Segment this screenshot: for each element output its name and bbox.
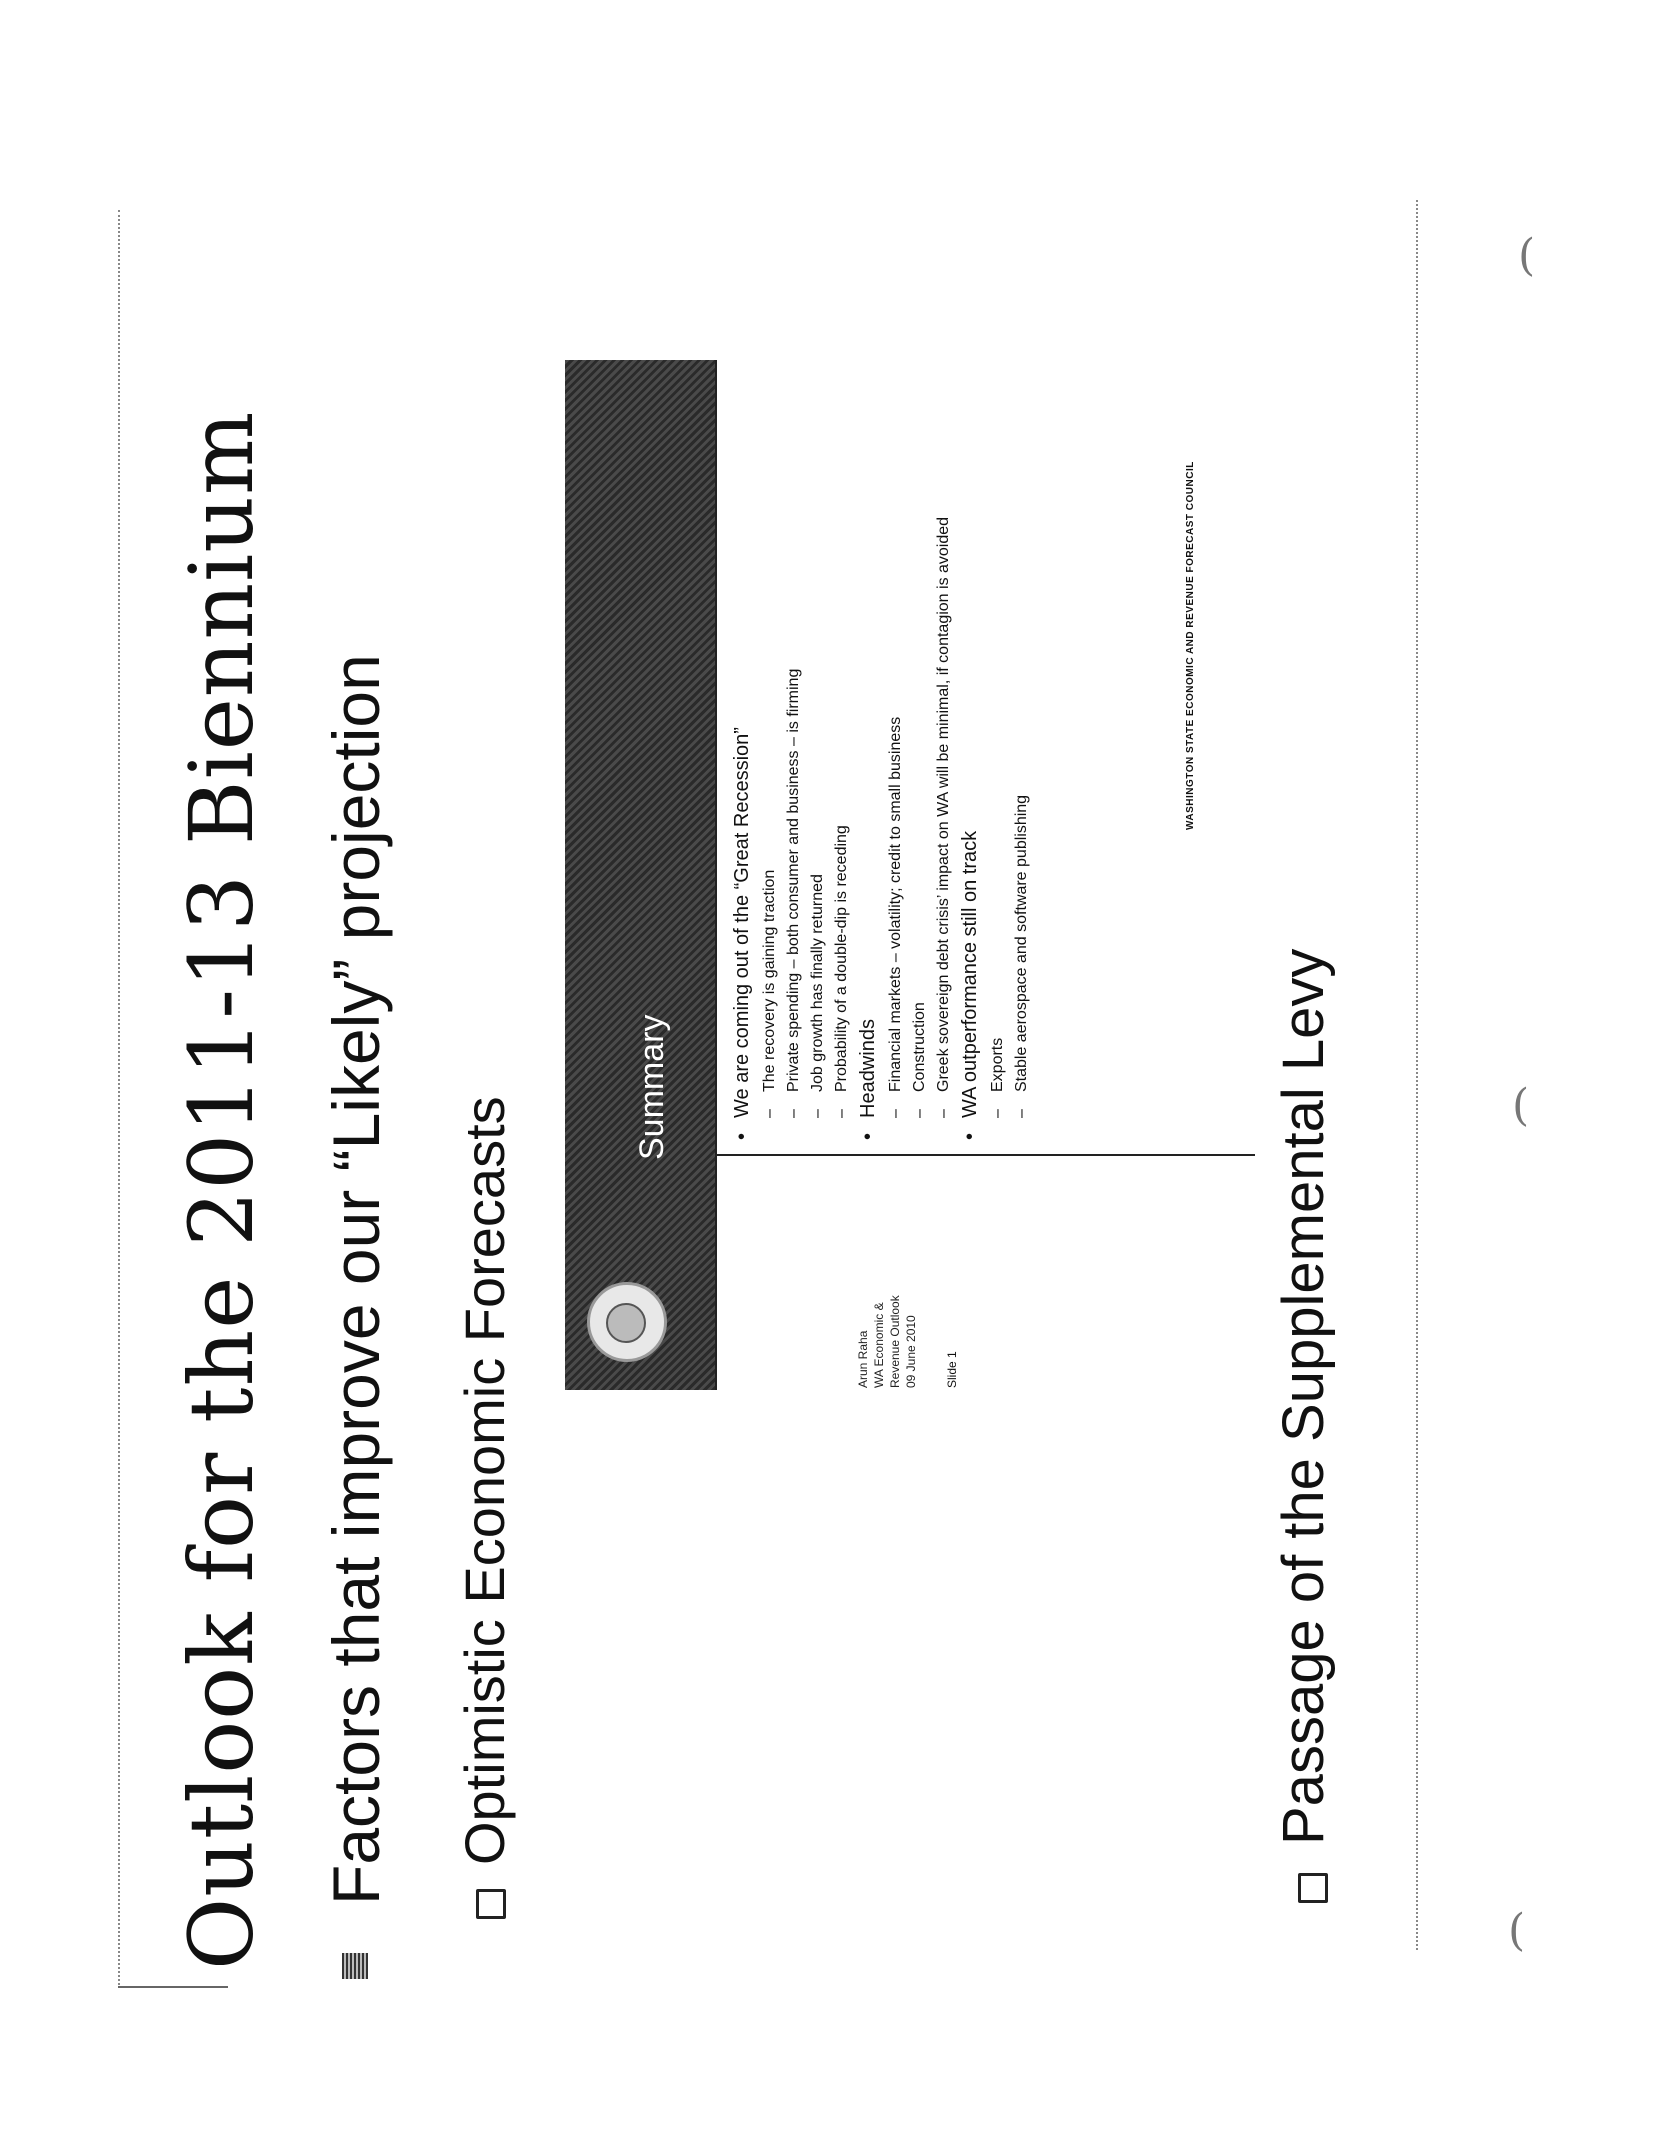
margin-mark-paren: ( [1508,1905,1526,1956]
summary-section-label: • We are coming out of the “Great Recession” [729,364,755,1144]
summary-item: – Stable aerospace and software publishing [1012,364,1031,1144]
summary-list [725,364,1031,1144]
presentation-date: 09 June 2010 [904,1315,918,1388]
summary-section-label: • Headwinds [855,364,881,1144]
page-frame-bottom [118,1986,228,1988]
summary-item: – Financial markets – volatility; credit to small business [886,364,905,1144]
event-line-2: Revenue Outlook [888,1295,902,1388]
council-footer: WASHINGTON STATE ECONOMIC AND REVENUE FORECAST COUNCIL [1185,461,1196,830]
summary-item: – Construction [910,364,929,1144]
summary-item: – Probability of a double-dip is receding [832,364,851,1144]
summary-vertical-divider [715,1154,1255,1156]
presenter-name: Arun Raha [856,1330,870,1388]
summary-heading: Summary [633,1014,671,1160]
summary-header-bar [565,360,715,1390]
summary-item: – Exports [988,364,1007,1144]
summary-item: – Private spending – both consumer and business – is firming [784,364,803,1144]
margin-mark-paren: ( [1518,230,1536,281]
event-line-1: WA Economic & [872,1302,886,1388]
filled-square-bullet-icon [342,1953,368,1979]
rotated-slide [170,265,1470,1985]
checkbox-icon [1298,1873,1328,1903]
page-frame-left [118,210,120,1985]
summary-item: – The recovery is gaining traction [760,364,779,1144]
summary-item: – Greek sovereign debt crisis’ impact on WA will be minimal, if contagion is avoided [934,364,953,1144]
summary-section-label: • WA outperformance still on track [957,364,983,1144]
embedded-summary-slide [565,360,1225,1390]
factors-heading: Factors that improve our “Likely” projection [319,654,393,1905]
slide-number: Slide 1 [945,1351,959,1388]
state-seal-icon [587,1282,667,1362]
slide-title: Outlook for the 2011-13 Biennium [170,410,273,1970]
summary-divider [715,360,717,1390]
summary-item: – Job growth has finally returned [808,364,827,1144]
optimistic-forecasts-label: Optimistic Economic Forecasts [453,1096,516,1865]
presenter-info [855,1228,919,1388]
checkbox-icon [476,1889,506,1919]
margin-mark-paren: ( [1512,1080,1530,1131]
supplemental-levy-label: Passage of the Supplemental Levy [1271,948,1336,1845]
